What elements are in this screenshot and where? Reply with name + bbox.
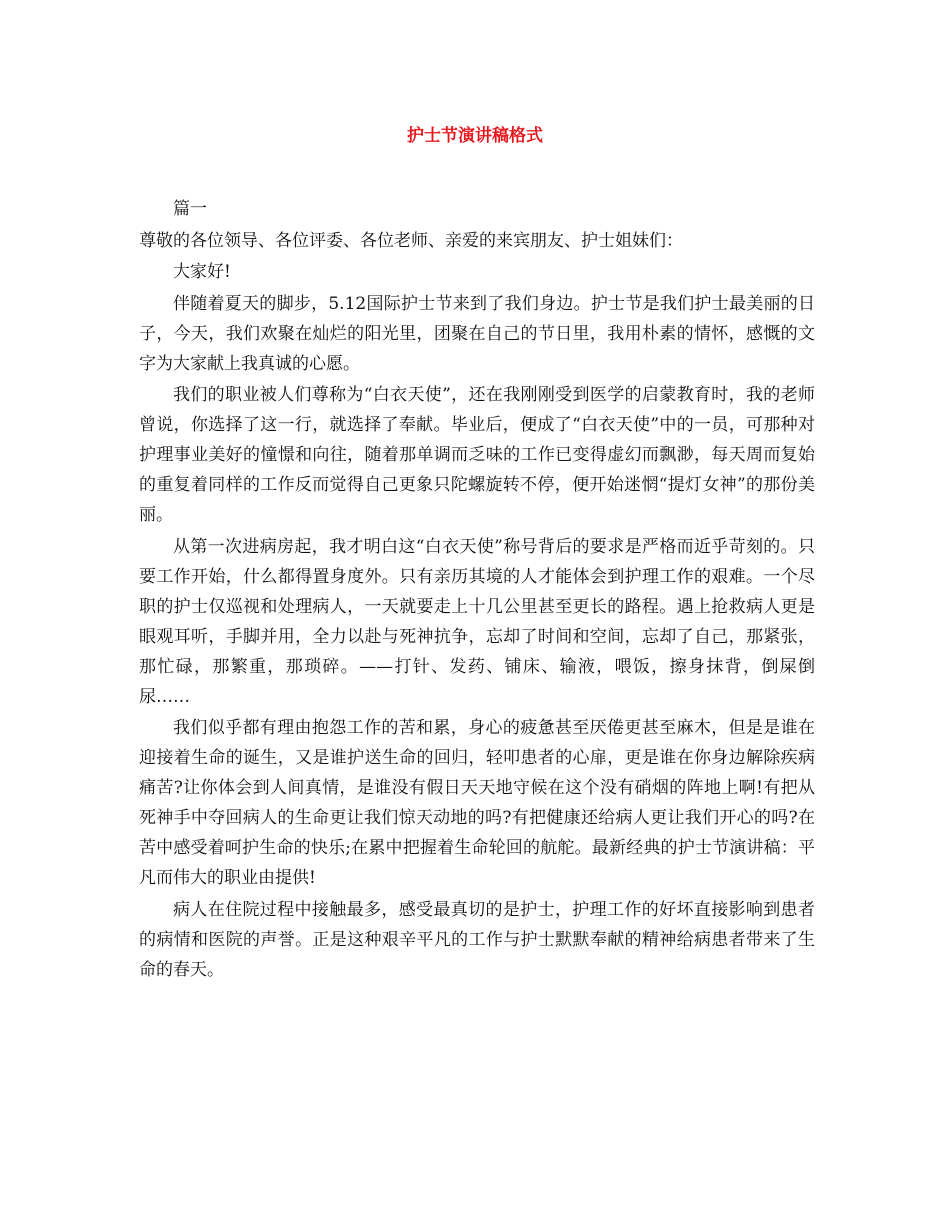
paragraph: 我们的职业被人们尊称为“白衣天使”，还在我刚刚受到医学的启蒙教育时，我的老师曾说，你选择了这一行，就选择了奉献。毕业后，便成了“白衣天使”中的一员，可那种对护理事业美好的憧憬和向往，随着那单调而乏味的工作已变得虚幻而飘渺，每天周而复始的重复着同样的工作反而觉得自己更象只陀螺旋转不停，便开始迷惘“提灯女神”的那份美丽。 — [139, 385, 815, 525]
document-title: 护士节演讲稿格式 — [407, 126, 543, 146]
paragraph: 我们似乎都有理由抱怨工作的苦和累，身心的疲惫甚至厌倦更甚至麻木，但是是谁在迎接着生命的诞生，又是谁护送生命的回归，轻叩患者的心扉，更是谁在你身边解除疾病痛苦?让你体会到人间真情，是谁没有假日天天地守候在这个没有硝烟的阵地上啊!有把从死神手中夺回病人的生命更让我们惊天动地的吗?有把健康还给病人更让我们开心的吗?在苦中感受着呵护生命的快乐;在累中把握着生命轮回的航舵。最新经典的护士节演讲稿：平凡而伟大的职业由提供! — [139, 718, 815, 888]
salutation: 尊敬的各位领导、各位评委、各位老师、亲爱的来宾朋友、护士姐妹们： — [139, 230, 683, 251]
document-body — [139, 194, 815, 986]
section-label: 篇一 — [173, 199, 207, 219]
paragraph: 病人在住院过程中接触最多，感受最真切的是护士，护理工作的好坏直接影响到患者的病情和医院的声誉。正是这种艰辛平凡的工作与护士默默奉献的精神给病患者带来了生命的春天。 — [139, 899, 815, 980]
paragraph: 伴随着夏天的脚步，5.12国际护士节来到了我们身边。护士节是我们护士最美丽的日子，今天，我们欢聚在灿烂的阳光里，团聚在自己的节日里，我用朴素的情怀，感慨的文字为大家献上我真诚的心愿。 — [139, 293, 815, 374]
greeting: 大家好! — [173, 262, 231, 282]
paragraph: 从第一次进病房起，我才明白这“白衣天使”称号背后的要求是严格而近乎苛刻的。只要工作开始，什么都得置身度外。只有亲历其境的人才能体会到护理工作的艰难。一个尽职的护士仅巡视和处理病人，一天就要走上十几公里甚至更长的路程。遇上抢救病人更是眼观耳听，手脚并用，全力以赴与死神抗争，忘却了时间和空间，忘却了自己，那紧张，那忙碌，那繁重，那琐碎。——打针、发药、铺床、输液，喂饭，擦身抹背，倒屎倒尿…… — [139, 536, 815, 707]
